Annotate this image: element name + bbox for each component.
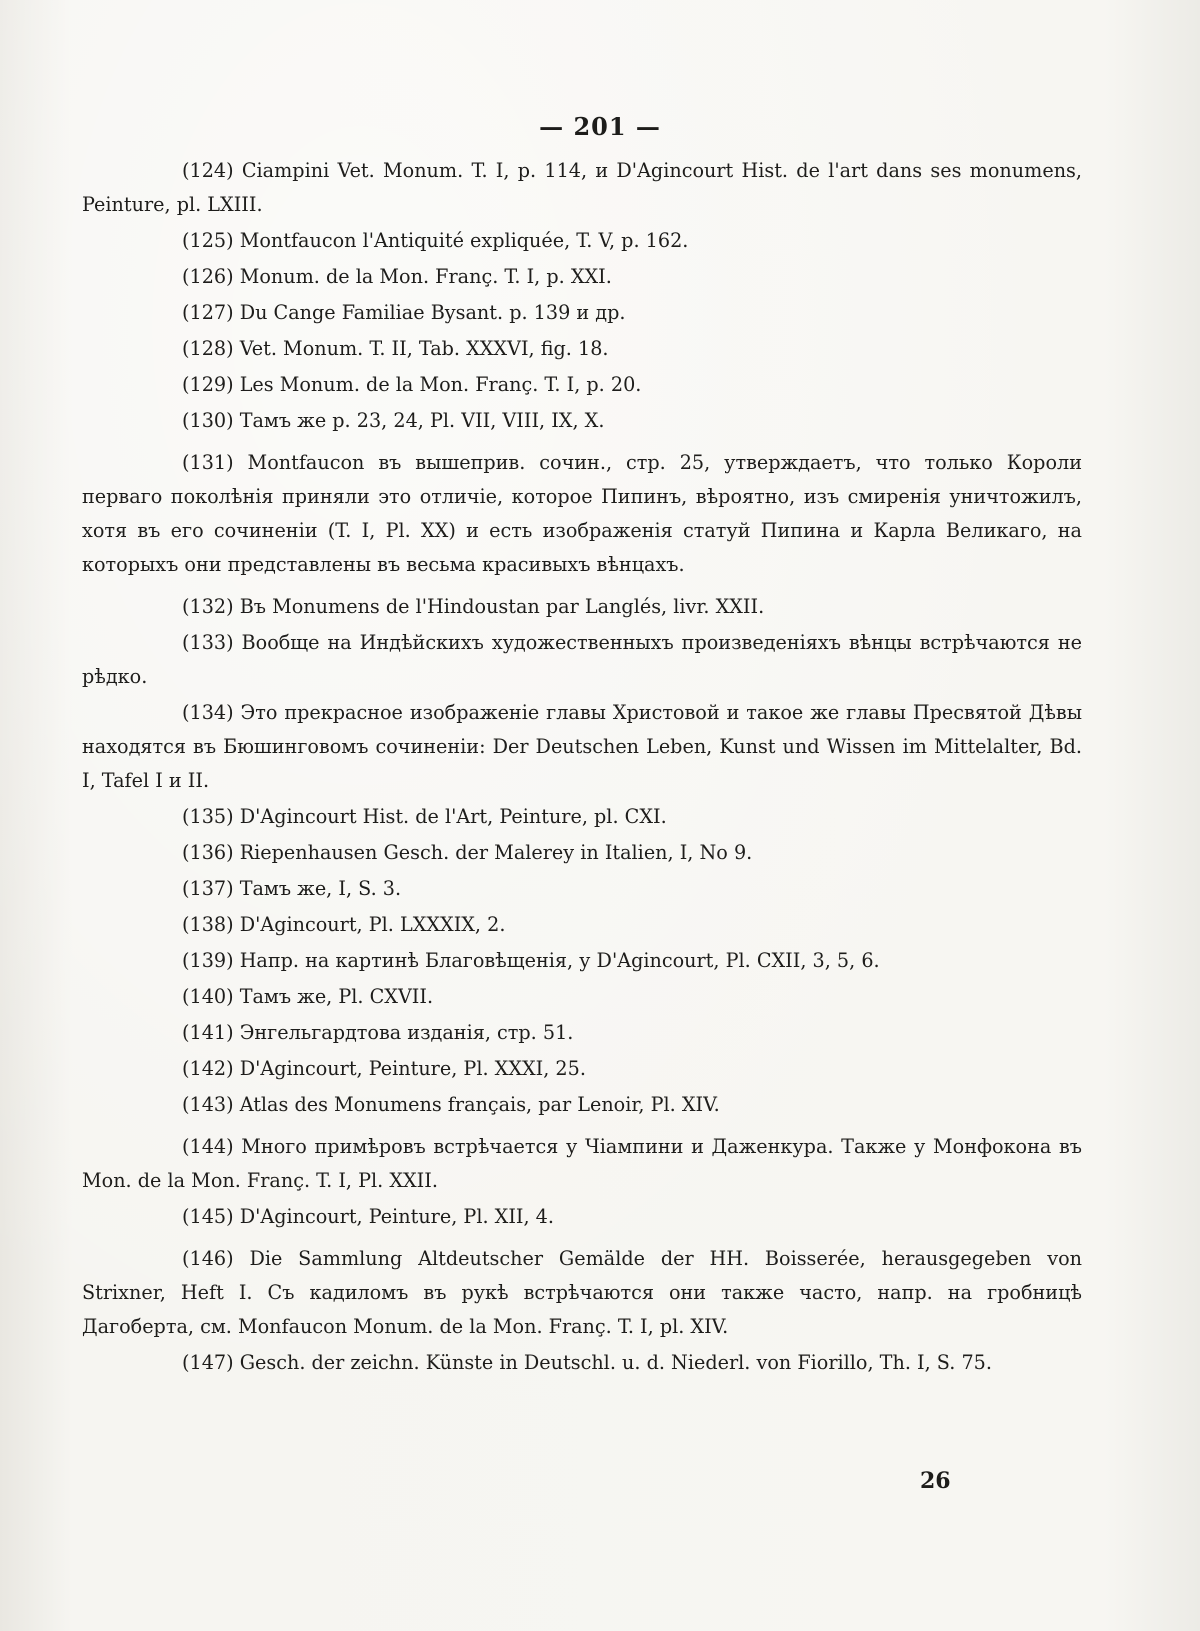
footnote-136: (136) Riepenhausen Gesch. der Malerey in Italien, I, No 9. — [182, 841, 753, 864]
footnote-128: (128) Vet. Monum. T. II, Tab. XXXVI, fig. 18. — [182, 337, 609, 360]
footnote-130: (130) Тамъ же p. 23, 24, Pl. VII, VIII, IX, X. — [182, 409, 605, 432]
footnote-143: (143) Atlas des Monumens français, par Lenoir, Pl. XIV. — [182, 1093, 720, 1116]
footnote-133: (133) Вообще на Индѣйскихъ художественныхъ произведеніяхъ вѣнцы встрѣчаются не рѣдко. — [82, 631, 1082, 688]
footnote-141: (141) Энгельгардтова изданія, стр. 51. — [182, 1021, 574, 1044]
footnote-142: (142) D'Agincourt, Peinture, Pl. XXXI, 25. — [182, 1057, 586, 1080]
signature-mark: 26 — [920, 1468, 951, 1494]
footnotes-list — [82, 154, 1082, 1382]
footnote-126: (126) Monum. de la Mon. Franç. T. I, p. XXI. — [182, 265, 612, 288]
footnote-147: (147) Gesch. der zeichn. Künste in Deutschl. u. d. Niederl. von Fiorillo, Th. I, S. 75. — [182, 1351, 992, 1374]
footnote-125: (125) Montfaucon l'Antiquité expliquée, T. V, p. 162. — [182, 229, 689, 252]
footnote-146: (146) Die Sammlung Altdeutscher Gemälde der HH. Boisserée, herausgegeben von Strixner, Heft I. Съ кадиломъ въ рукѣ встрѣчаются они также часто, напр. на гробницѣ Дагоберта, см. Monfaucon Monum. de la Mon. Franç. T. I, pl. XIV. — [82, 1247, 1082, 1338]
footnote-145: (145) D'Agincourt, Peinture, Pl. XII, 4. — [182, 1205, 554, 1228]
footnote-129: (129) Les Monum. de la Mon. Franç. T. I, p. 20. — [182, 373, 642, 396]
footnote-131: (131) Montfaucon въ вышеприв. сочин., стр. 25, утверждаетъ, что только Короли перваго поколѣнія приняли это отличіе, которое Пипинъ, вѣроятно, изъ смиренія уничтожилъ, хотя въ его сочиненіи (T. I, Pl. XX) и есть изображенія статуй Пипина и Карла Великаго, на которыхъ они представлены въ весьма красивыхъ вѣнцахъ. — [82, 451, 1082, 576]
footnote-140: (140) Тамъ же, Pl. CXVII. — [182, 985, 434, 1008]
footnote-124: (124) Ciampini Vet. Monum. T. I, p. 114, и D'Agincourt Hist. de l'art dans ses monumens, Peinture, pl. LXIII. — [82, 159, 1082, 216]
footnote-135: (135) D'Agincourt Hist. de l'Art, Peinture, pl. CXI. — [182, 805, 667, 828]
footnote-138: (138) D'Agincourt, Pl. LXXXIX, 2. — [182, 913, 506, 936]
page-number-header: — 201 — — [539, 112, 661, 141]
footnote-134: (134) Это прекрасное изображеніе главы Христовой и такое же главы Пресвятой Дѣвы находятся въ Бюшинговомъ сочиненіи: Der Deutschen Leben, Kunst und Wissen im Mittelalter, Bd. I, Tafel I и II. — [82, 701, 1082, 792]
footnote-127: (127) Du Cange Familiae Bysant. p. 139 и др. — [182, 301, 626, 324]
footnote-137: (137) Тамъ же, I, S. 3. — [182, 877, 402, 900]
footnote-132: (132) Въ Monumens de l'Hindoustan par Langlés, livr. XXII. — [182, 595, 765, 618]
footnote-139: (139) Напр. на картинѣ Благовѣщенія, у D'Agincourt, Pl. CXII, 3, 5, 6. — [182, 949, 880, 972]
footnote-144: (144) Много примѣровъ встрѣчается у Чіампини и Даженкура. Также у Монфокона въ Mon. de la Mon. Franç. T. I, Pl. XXII. — [82, 1135, 1082, 1192]
